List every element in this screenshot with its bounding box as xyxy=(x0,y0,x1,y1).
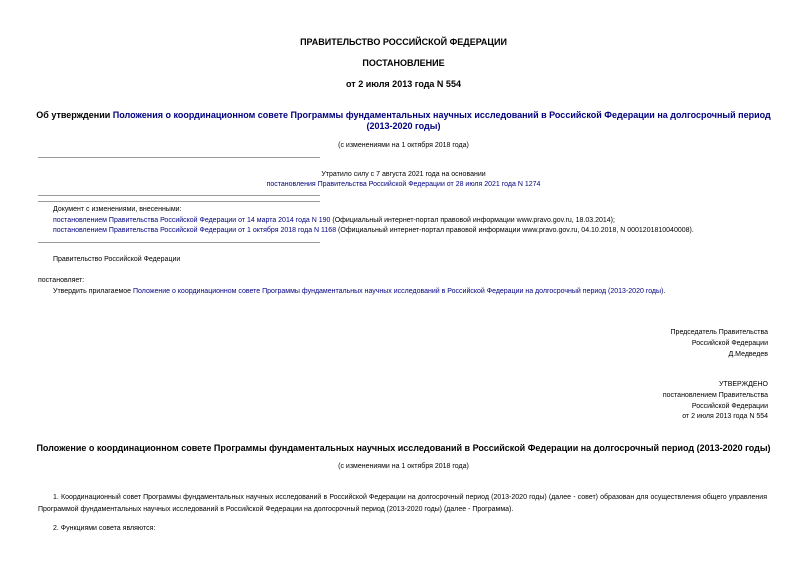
approved-by: постановлением Правительства xyxy=(662,392,768,399)
approved-label: УТВЕРЖДЕНО xyxy=(718,381,768,388)
amendment-item xyxy=(53,217,615,224)
regulation-changes-note: (с изменениями на 1 октября 2018 года) xyxy=(338,463,469,470)
lost-force-link[interactable]: постановления Правительства Российской Федерации от 28 июля 2021 года N 1274 xyxy=(266,181,541,188)
divider xyxy=(38,242,320,243)
lost-force-text: Утратило силу с 7 августа 2021 года на основании xyxy=(321,171,486,178)
signature-name: Д.Медведев xyxy=(728,351,768,358)
signature-country: Российской Федерации xyxy=(691,340,768,347)
lost-force-link-line xyxy=(0,181,807,188)
divider xyxy=(38,157,320,158)
changes-note: (с изменениями на 1 октября 2018 года) xyxy=(338,142,469,149)
title-prefix: Об утверждении xyxy=(36,110,113,120)
approved-country: Российской Федерации xyxy=(691,403,768,410)
amendment-link-2[interactable]: постановлением Правительства Российской Федерации от 1 октября 2018 года N 1168 xyxy=(53,227,337,234)
document-date-number: от 2 июля 2013 года N 554 xyxy=(346,79,461,89)
body-decides: постановляет: xyxy=(38,277,85,284)
title-link-line1[interactable]: Положения о координационном совете Программы фундаментальных научных исследований в Российской Федерации на долгосрочный период xyxy=(112,110,771,120)
approve-prefix: Утвердить прилагаемое xyxy=(53,288,134,295)
amendments-heading: Документ с изменениями, внесенными: xyxy=(53,206,182,213)
approve-sentence xyxy=(53,288,665,295)
divider xyxy=(38,201,320,202)
government-heading: ПРАВИТЕЛЬСТВО РОССИЙСКОЙ ФЕДЕРАЦИИ xyxy=(300,37,507,47)
amendment-link-1[interactable]: постановлением Правительства Российской Федерации от 14 марта 2014 года N 190 xyxy=(53,217,331,224)
divider xyxy=(38,195,320,196)
body-government: Правительство Российской Федерации xyxy=(53,256,181,263)
amendment-item xyxy=(53,227,694,234)
regulation-title: Положение о координационном совете Программы фундаментальных научных исследований в Российской Федерации на долгосрочный период (2013-2020 годы) xyxy=(36,443,771,453)
amendment-rest-1: (Официальный интернет-портал правовой информации www.pravo.gov.ru, 18.03.2014); xyxy=(330,217,615,224)
approved-date: от 2 июля 2013 года N 554 xyxy=(682,413,768,420)
regulation-paragraph-2: 2. Функциями совета являются: xyxy=(53,525,156,532)
document-type: ПОСТАНОВЛЕНИЕ xyxy=(362,58,445,68)
document-title-line2 xyxy=(0,121,807,131)
document-title xyxy=(0,110,807,120)
amendment-rest-2: (Официальный интернет-портал правовой информации www.pravo.gov.ru, 04.10.2018, N 0001201810040008). xyxy=(336,227,694,234)
regulation-paragraph-1: 1. Координационный совет Программы фундаментальных научных исследований в Российской Федерации на долгосрочный период (2013-2020 годы) (далее - совет) образован для осуществления общего управления Программой фундаментальных научных исследований в Российской Федерации на долгосрочный период (2013-2020 годы) (далее - Программа). xyxy=(38,494,767,513)
approve-link[interactable]: Положение о координационном совете Программы фундаментальных научных исследований в Российской Федерации на долгосрочный период (2013-2020 годы) xyxy=(133,288,664,295)
approve-suffix: . xyxy=(663,288,666,295)
signature-position: Председатель Правительства xyxy=(670,329,768,336)
title-link-line2[interactable]: (2013-2020 годы) xyxy=(366,121,441,131)
